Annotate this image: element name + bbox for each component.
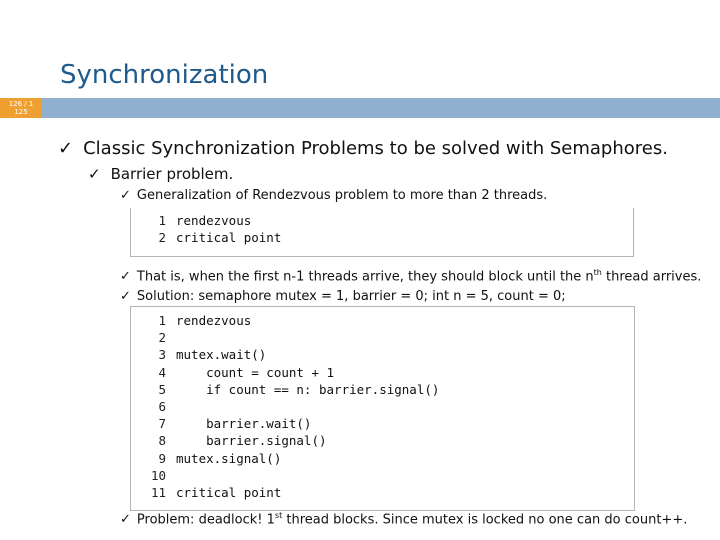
- code-line: [131, 381, 634, 398]
- code-line: [131, 364, 634, 381]
- code-text: rendezvous: [176, 213, 252, 228]
- line-number: 6: [158, 398, 166, 414]
- code-line: [131, 229, 633, 246]
- checkmark-icon: ✓: [120, 512, 131, 528]
- bullet-level3-generalization: [120, 188, 547, 203]
- code-line: [131, 329, 634, 346]
- code-text: barrier.signal(): [176, 433, 327, 449]
- line-number: 5: [158, 381, 166, 397]
- code-line: [131, 212, 633, 229]
- checkmark-icon: ✓: [120, 289, 131, 304]
- checkmark-icon: ✓: [120, 188, 131, 203]
- code-line: [131, 415, 634, 432]
- line-number: 11: [150, 484, 166, 500]
- slide-number-bottom: 125: [14, 108, 28, 116]
- code-text: if count == n: barrier.signal(): [176, 381, 440, 397]
- bullet-level3-solution: [120, 289, 566, 304]
- code-text: mutex.wait(): [176, 347, 267, 363]
- bullet-text-pre: Problem: deadlock! 1: [136, 512, 275, 528]
- bullet-text: Solution: semaphore mutex = 1, barrier = 0; int n = 5, count = 0;: [136, 289, 566, 304]
- line-number: 9: [158, 450, 166, 466]
- line-number: 1: [158, 213, 166, 228]
- bullet-text: Barrier problem.: [110, 165, 234, 183]
- superscript: th: [593, 268, 602, 277]
- code-text: rendezvous: [176, 313, 252, 328]
- header-bar: [0, 98, 720, 118]
- superscript: st: [274, 511, 283, 520]
- line-number: 4: [158, 364, 166, 380]
- line-number: 3: [158, 347, 166, 363]
- bullet-text-post: thread arrives.: [601, 269, 702, 285]
- bullet-level2: [88, 165, 233, 183]
- line-number: 8: [158, 433, 166, 449]
- line-number: 7: [158, 416, 166, 432]
- code-line: [131, 484, 634, 501]
- code-line: [131, 312, 634, 329]
- bullet-level3-block-until: [120, 268, 701, 284]
- code-text: critical point: [176, 484, 282, 500]
- bullet-level3-problem: [120, 511, 687, 527]
- code-line: [131, 432, 634, 449]
- line-number: 10: [150, 467, 166, 483]
- checkmark-icon: ✓: [88, 165, 101, 183]
- code-line: [131, 467, 634, 484]
- slide-number-top: 126 / 1: [8, 100, 34, 108]
- code-block-barrier: [130, 306, 635, 511]
- checkmark-icon: ✓: [58, 138, 74, 159]
- bullet-text-pre: That is, when the first n-1 threads arrive, they should block until the n: [136, 269, 594, 285]
- bullet-text: Classic Synchronization Problems to be solved with Semaphores.: [83, 138, 668, 159]
- line-number: 2: [158, 330, 166, 346]
- bullet-text-post: thread blocks. Since mutex is locked no one can do count++.: [282, 512, 688, 528]
- code-block-rendezvous: [130, 208, 634, 257]
- code-text: mutex.signal(): [176, 450, 282, 466]
- code-text: critical point: [176, 230, 282, 245]
- line-number: 1: [158, 313, 166, 328]
- code-line: [131, 450, 634, 467]
- code-line: [131, 346, 634, 363]
- bullet-text: Generalization of Rendezvous problem to more than 2 threads.: [136, 188, 548, 203]
- slide-title: Synchronization: [60, 60, 269, 90]
- code-text: barrier.wait(): [176, 416, 312, 432]
- checkmark-icon: ✓: [120, 269, 131, 285]
- slide-number-badge: [0, 98, 42, 118]
- code-text: count = count + 1: [176, 364, 335, 380]
- code-line: [131, 398, 634, 415]
- line-number: 2: [158, 230, 166, 245]
- bullet-level1: [58, 138, 668, 159]
